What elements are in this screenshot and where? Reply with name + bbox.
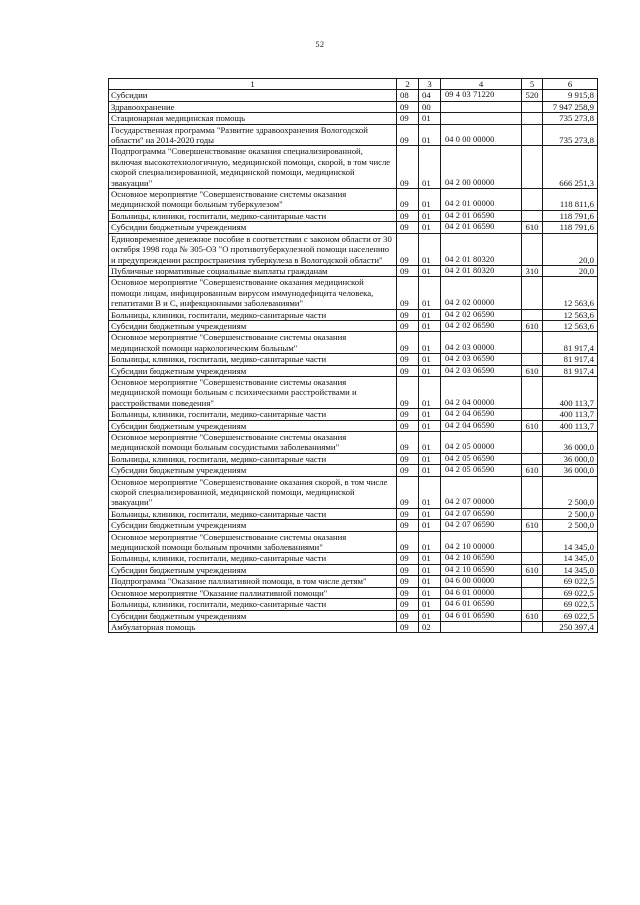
row-target-article: 04 2 01 06590 [441,222,522,233]
header-cell-pr: 3 [419,79,441,90]
row-name: Субсидии бюджетным учреждениям [109,520,397,531]
row-name: Государственная программа "Развитие здравоохранения Вологодской области" на 2014-2020 годы [109,124,397,146]
row-subsection: 01 [419,599,441,610]
row-section: 09 [397,222,419,233]
table-row [109,576,598,587]
row-subsection: 01 [419,189,441,211]
row-amount: 9 915,8 [543,90,598,101]
table-row [109,277,598,309]
row-name: Субсидии [109,90,397,101]
row-target-article: 04 2 04 06590 [441,409,522,420]
row-amount: 118 791,6 [543,210,598,221]
row-amount: 735 273,8 [543,113,598,124]
row-target-article: 09 4 03 71220 [441,90,522,101]
row-target-article: 04 2 04 00000 [441,376,522,408]
row-section: 09 [397,553,419,564]
row-target-article: 04 6 01 06590 [441,610,522,621]
table-row [109,189,598,211]
row-amount: 735 273,8 [543,124,598,146]
table-row [109,365,598,376]
table-row [109,476,598,508]
table-row [109,564,598,575]
row-name: Субсидии бюджетным учреждениям [109,610,397,621]
row-subsection: 01 [419,610,441,621]
table-row [109,354,598,365]
row-expense-type: 610 [522,222,543,233]
row-subsection: 01 [419,376,441,408]
row-subsection: 01 [419,210,441,221]
row-amount: 81 917,4 [543,365,598,376]
row-name: Основное мероприятие "Совершенствование оказания скорой, в том числе скорой специализированной, медицинской помощи, медицинской эвакуации" [109,476,397,508]
row-name: Субсидии бюджетным учреждениям [109,320,397,331]
row-subsection: 02 [419,621,441,632]
table-row [109,265,598,276]
row-target-article: 04 2 05 00000 [441,432,522,454]
table-row [109,465,598,476]
row-section: 09 [397,309,419,320]
row-target-article: 04 2 03 06590 [441,354,522,365]
table-row [109,332,598,354]
row-amount: 69 022,5 [543,610,598,621]
row-target-article: 04 2 01 80320 [441,265,522,276]
row-subsection: 01 [419,233,441,265]
row-expense-type: 610 [522,520,543,531]
row-subsection: 01 [419,508,441,519]
row-name: Больницы, клиники, госпитали, медико-санитарные части [109,553,397,564]
header-cell-vr: 5 [522,79,543,90]
header-cell-sum: 6 [543,79,598,90]
row-expense-type: 610 [522,610,543,621]
row-expense-type [522,113,543,124]
row-name: Стационарная медицинская помощь [109,113,397,124]
table-row [109,520,598,531]
row-target-article: 04 2 07 00000 [441,476,522,508]
row-subsection: 01 [419,124,441,146]
row-name: Больницы, клиники, госпитали, медико-санитарные части [109,453,397,464]
table-row [109,210,598,221]
row-target-article: 04 2 02 00000 [441,277,522,309]
row-expense-type [522,453,543,464]
row-amount: 36 000,0 [543,432,598,454]
row-expense-type: 610 [522,320,543,331]
table-row [109,309,598,320]
row-expense-type [522,309,543,320]
row-amount: 2 500,0 [543,476,598,508]
row-section: 09 [397,146,419,189]
row-name: Больницы, клиники, госпитали, медико-санитарные части [109,409,397,420]
row-section: 09 [397,587,419,598]
row-amount: 12 563,6 [543,309,598,320]
row-subsection: 01 [419,553,441,564]
row-subsection: 01 [419,320,441,331]
row-expense-type [522,587,543,598]
row-expense-type [522,233,543,265]
table-row [109,587,598,598]
row-target-article: 04 2 03 00000 [441,332,522,354]
row-expense-type [522,599,543,610]
row-amount: 20,0 [543,265,598,276]
row-subsection: 01 [419,476,441,508]
row-subsection: 01 [419,520,441,531]
row-section: 09 [397,332,419,354]
row-name: Единовременное денежное пособие в соответствии с законом области от 30 октября 1998 года № 305-ОЗ "О противотуберкулезной помощи населению и предупреждении распространения туберкулеза в Вологодской области" [109,233,397,265]
row-name: Основное мероприятие "Совершенствование системы оказания медицинской помощи больным с психическими расстройствами и расстройствами поведения" [109,376,397,408]
row-name: Основное мероприятие "Совершенствование системы оказания медицинской помощи наркологическим больным" [109,332,397,354]
table-row [109,233,598,265]
row-amount: 400 113,7 [543,376,598,408]
header-row [109,79,598,90]
row-target-article: 04 2 03 06590 [441,365,522,376]
row-subsection: 01 [419,409,441,420]
row-amount: 36 000,0 [543,465,598,476]
table-row [109,553,598,564]
row-expense-type [522,432,543,454]
row-name: Больницы, клиники, госпитали, медико-санитарные части [109,599,397,610]
row-expense-type [522,376,543,408]
row-subsection: 01 [419,587,441,598]
row-section: 09 [397,599,419,610]
row-subsection: 01 [419,332,441,354]
row-name: Основное мероприятие "Оказание паллиативной помощи" [109,587,397,598]
row-section: 09 [397,621,419,632]
header-cell-cs: 4 [441,79,522,90]
row-amount: 400 113,7 [543,409,598,420]
row-amount: 14 345,0 [543,564,598,575]
row-amount: 2 500,0 [543,508,598,519]
table-row [109,508,598,519]
row-expense-type [522,553,543,564]
row-section: 09 [397,210,419,221]
row-section: 09 [397,365,419,376]
row-name: Субсидии бюджетным учреждениям [109,365,397,376]
row-subsection: 01 [419,146,441,189]
row-target-article: 04 2 05 06590 [441,453,522,464]
row-target-article: 04 2 00 00000 [441,146,522,189]
row-name: Субсидии бюджетным учреждениям [109,465,397,476]
row-amount: 20,0 [543,233,598,265]
row-subsection: 01 [419,453,441,464]
row-target-article: 04 2 10 00000 [441,531,522,553]
row-section: 09 [397,265,419,276]
row-name: Основное мероприятие "Совершенствование системы оказания медицинской помощи больным туберкулезом" [109,189,397,211]
table-row [109,432,598,454]
row-amount: 69 022,5 [543,599,598,610]
row-section: 09 [397,124,419,146]
row-expense-type [522,531,543,553]
table-row [109,113,598,124]
row-target-article: 04 2 01 80320 [441,233,522,265]
row-expense-type: 310 [522,265,543,276]
row-subsection: 01 [419,277,441,309]
row-name: Публичные нормативные социальные выплаты гражданам [109,265,397,276]
row-name: Субсидии бюджетным учреждениям [109,564,397,575]
row-target-article [441,101,522,112]
row-target-article: 04 2 07 06590 [441,508,522,519]
table-row [109,222,598,233]
row-amount: 666 251,3 [543,146,598,189]
row-section: 09 [397,531,419,553]
row-section: 09 [397,113,419,124]
row-subsection: 01 [419,564,441,575]
row-expense-type [522,508,543,519]
table-body [109,79,598,633]
row-amount: 7 947 258,9 [543,101,598,112]
row-target-article: 04 2 02 06590 [441,320,522,331]
table-row [109,146,598,189]
row-name: Больницы, клиники, госпитали, медико-санитарные части [109,354,397,365]
row-target-article: 04 2 02 06590 [441,309,522,320]
row-subsection: 04 [419,90,441,101]
row-target-article: 04 2 01 00000 [441,189,522,211]
row-amount: 250 397,4 [543,621,598,632]
row-name: Амбулаторная помощь [109,621,397,632]
row-name: Подпрограмма "Совершенствование оказания специализированной, включая высокотехнологичную, медицинской помощи, скорой, в том числе скорой специализированной, медицинской помощи, медицинской эвакуации" [109,146,397,189]
header-cell-rz: 2 [397,79,419,90]
row-target-article: 04 6 01 00000 [441,587,522,598]
row-section: 09 [397,233,419,265]
row-section: 09 [397,277,419,309]
row-target-article: 04 2 07 06590 [441,520,522,531]
row-expense-type: 610 [522,564,543,575]
row-section: 09 [397,520,419,531]
budget-table [108,78,598,633]
row-subsection: 01 [419,365,441,376]
row-subsection: 01 [419,420,441,431]
row-expense-type: 610 [522,465,543,476]
row-section: 08 [397,90,419,101]
table-row [109,409,598,420]
row-section: 09 [397,465,419,476]
row-section: 09 [397,576,419,587]
row-amount: 81 917,4 [543,354,598,365]
row-target-article: 04 2 05 06590 [441,465,522,476]
row-amount: 12 563,6 [543,320,598,331]
row-expense-type [522,124,543,146]
row-target-article: 04 2 01 06590 [441,210,522,221]
row-expense-type: 610 [522,420,543,431]
row-expense-type [522,409,543,420]
row-expense-type [522,189,543,211]
row-expense-type [522,332,543,354]
row-section: 09 [397,432,419,454]
row-name: Основное мероприятие "Совершенствование системы оказания медицинской помощи больным сосудистыми заболеваниями" [109,432,397,454]
row-target-article: 04 0 00 00000 [441,124,522,146]
row-expense-type [522,476,543,508]
row-amount: 69 022,5 [543,576,598,587]
row-expense-type [522,354,543,365]
row-subsection: 01 [419,576,441,587]
row-section: 09 [397,476,419,508]
row-expense-type [522,576,543,587]
row-amount: 81 917,4 [543,332,598,354]
row-expense-type [522,146,543,189]
row-section: 09 [397,354,419,365]
row-subsection: 01 [419,309,441,320]
row-subsection: 01 [419,354,441,365]
row-amount: 118 791,6 [543,222,598,233]
row-name: Больницы, клиники, госпитали, медико-санитарные части [109,508,397,519]
row-name: Больницы, клиники, госпитали, медико-санитарные части [109,210,397,221]
table-row [109,420,598,431]
table-row [109,376,598,408]
table-row [109,621,598,632]
row-amount: 400 113,7 [543,420,598,431]
row-expense-type: 520 [522,90,543,101]
row-name: Больницы, клиники, госпитали, медико-санитарные части [109,309,397,320]
row-expense-type [522,210,543,221]
table-row [109,453,598,464]
table-row [109,124,598,146]
row-section: 09 [397,376,419,408]
row-expense-type [522,621,543,632]
row-target-article: 04 2 10 06590 [441,553,522,564]
row-target-article [441,113,522,124]
row-target-article: 04 2 04 06590 [441,420,522,431]
header-cell-name: 1 [109,79,397,90]
row-amount: 118 811,6 [543,189,598,211]
row-name: Субсидии бюджетным учреждениям [109,222,397,233]
row-section: 09 [397,409,419,420]
row-target-article: 04 6 01 06590 [441,599,522,610]
row-subsection: 00 [419,101,441,112]
row-expense-type [522,101,543,112]
table-row [109,320,598,331]
table-row [109,531,598,553]
row-expense-type [522,277,543,309]
row-name: Основное мероприятие "Совершенствование системы оказания медицинской помощи больным прочими заболеваниями" [109,531,397,553]
row-name: Субсидии бюджетным учреждениям [109,420,397,431]
row-amount: 14 345,0 [543,531,598,553]
row-section: 09 [397,189,419,211]
row-subsection: 01 [419,265,441,276]
row-target-article [441,621,522,632]
row-name: Здравоохранение [109,101,397,112]
row-amount: 36 000,0 [543,453,598,464]
row-target-article: 04 6 00 00000 [441,576,522,587]
row-section: 09 [397,610,419,621]
row-section: 09 [397,453,419,464]
row-subsection: 01 [419,531,441,553]
row-subsection: 01 [419,432,441,454]
row-subsection: 01 [419,113,441,124]
row-target-article: 04 2 10 06590 [441,564,522,575]
row-amount: 12 563,6 [543,277,598,309]
table-row [109,101,598,112]
row-section: 09 [397,320,419,331]
row-amount: 69 022,5 [543,587,598,598]
table-row [109,599,598,610]
row-section: 09 [397,508,419,519]
row-name: Подпрограмма "Оказание паллиативной помощи, в том числе детям" [109,576,397,587]
row-section: 09 [397,420,419,431]
row-amount: 14 345,0 [543,553,598,564]
row-amount: 2 500,0 [543,520,598,531]
row-subsection: 01 [419,222,441,233]
row-name: Основное мероприятие "Совершенствование оказания медицинской помощи лицам, инфицированным вирусом иммунодефицита человека, гепатитами В и С, инфекционными заболеваниями" [109,277,397,309]
row-section: 09 [397,101,419,112]
table-row [109,610,598,621]
row-subsection: 01 [419,465,441,476]
page-number: 52 [315,40,325,49]
row-section: 09 [397,564,419,575]
table-row [109,90,598,101]
row-expense-type: 610 [522,365,543,376]
